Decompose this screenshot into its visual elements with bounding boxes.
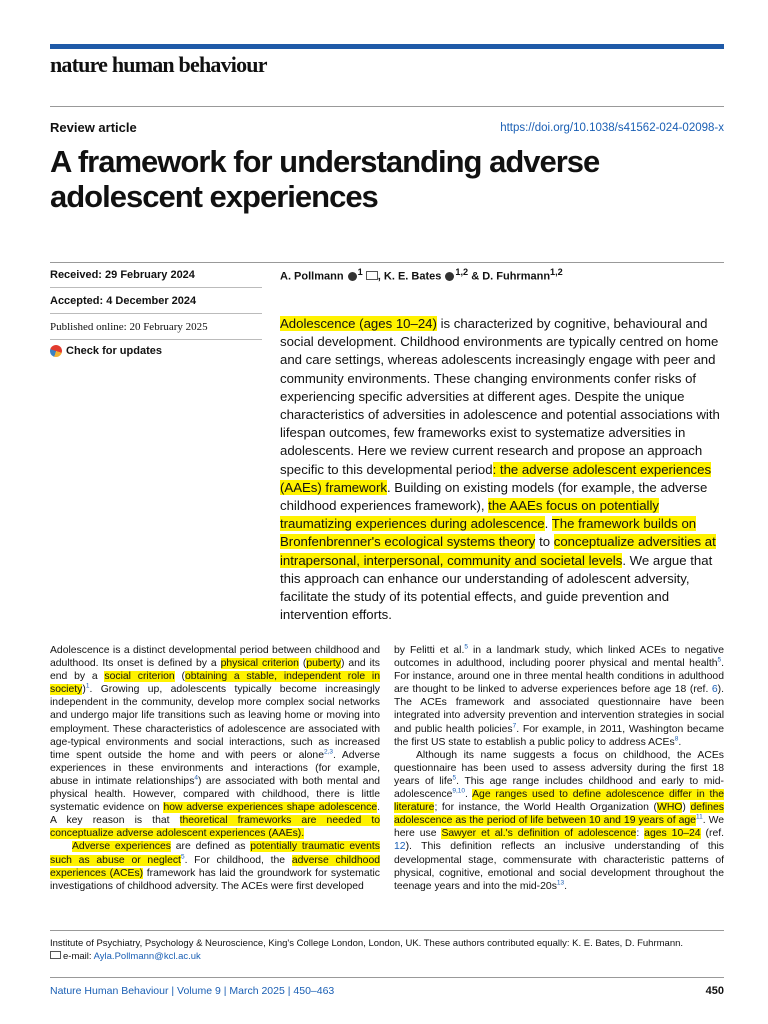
footer-rule — [50, 977, 724, 978]
page-number: 450 — [705, 985, 724, 997]
orcid-icon[interactable] — [445, 272, 454, 281]
abstract: Adolescence (ages 10–24) is characterized by cognitive, behavioural and social development. Childhood environments are typically centred on home and care settings, whereas adolescents increasingly engage with peer and community environments. These changing environments confer risks of experiencing specific adversities at different ages. Despite the unique characteristics of adversities in adolescence and potential associations with lifespan outcomes, few frameworks exist to systematize adversities in adolescents. Here we review current research and propose an approach specific to this developmental period: the adverse adolescent experiences (AAEs) framework. Building on existing models (for example, the adverse childhood experiences framework), the AAEs focus on potentially traumatizing experiences during adolescence. The framework builds on Bronfenbrenner's ecological systems theory to conceptualize adversities at intrapersonal, interpersonal, community and societal levels. We argue that this approach can enhance our understanding of adolescent adversity, facilitate the study of its potential effects, and guide prevention and intervention efforts. — [280, 316, 720, 623]
email-link[interactable]: Ayla.Pollmann@kcl.ac.uk — [93, 951, 201, 962]
affiliation-note: Institute of Psychiatry, Psychology & Neuroscience, King's College London, London, UK. These authors contributed equally: K. E. Bates, D. Fuhrmann. — [50, 938, 684, 949]
journal-color-bar — [50, 44, 724, 49]
author-list: A. Pollmann $^1$ , K. E. Bates $^{1,2}$ & D. Fuhrmann$^{1,2}$ — [280, 267, 563, 283]
body-column-right: by Felitti et al.$^5$ in a landmark study, which linked ACEs to negative outcomes in adulthood, including poorer physical and mental health$^5$. For instance, around one in three mental health conditions in adulthood are thought to be linked to adverse experiences before age 18 (ref. 6). The ACEs framework and associated questionnaire have been integrated into adversity prevention and intervention strategies in social and public health policies$^7$. For example, in 2011, Washington became the first US state to establish a public policy to address ACEs$^8$. Although its name suggests a focus on childhood, the ACEs questionnaire has been used to assess adversity during the first 18 years of life$^5$. This age range includes childhood and early to mid-adolescence$^{9,10}$. Age ranges used to define adolescence differ in the literature; for instance, the World Health Organization (WHO) defines adolescence as the period of life between 10 and 19 years of age$^{11}$. We here use Sawyer et al.'s definition of adolescence: ages 10–24 (ref. 12). This definition reflects an inclusive understanding of this developmental stage, commensurate with characteristic patterns of physical, cognitive, emotional and social development throughout the teenage years and into the mid-$20s^{13}$. — [394, 643, 725, 892]
author-fuhrmann[interactable]: & D. Fuhrmann — [468, 270, 551, 283]
mail-icon[interactable] — [366, 271, 378, 280]
footnote-rule — [50, 930, 724, 931]
doi-link[interactable]: https://doi.org/10.1038/s41562-024-02098-x — [500, 122, 724, 134]
meta-divider — [50, 313, 262, 314]
email-icon — [50, 951, 61, 959]
header-rule — [50, 106, 724, 107]
footnote — [50, 937, 724, 963]
article-title — [50, 144, 710, 214]
body-column-left: Adolescence is a distinct developmental period between childhood and adulthood. Its onset is defined by a physical criterion (puberty) and its end by a social criterion (obtaining a stable, independent role in society)$^1$. Growing up, adolescents typically become increasingly independent in the community, develop more complex social networks and undergo major life transitions such as leaving home or moving into employment. These characteristics of adolescence are associated with age-typical environments and social interactions, such as increased time spent outside the home and with peers or alone$^{2,3}$. Adverse experiences in these environments and interactions (for example, abuse in intimate relationships$^4$) are associated with both mental and physical health. However, compared with childhood, there is little systematic evidence on how adverse experiences shape adolescence. A key reason is that theoretical frameworks are needed to conceptualize adverse adolescent experiences (AAEs). Adverse experiences are defined as potentially traumatic events such as abuse or neglect$^5$. For childhood, the adverse childhood experiences (ACEs) framework has laid the groundwork for systematic investigations of childhood adversity. The ACEs were first developed — [50, 645, 381, 892]
received-date: Received: 29 February 2024 — [50, 269, 195, 281]
email-label: e-mail: — [63, 951, 94, 962]
footer-citation: Nature Human Behaviour | Volume 9 | March 2025 | 450–463 — [50, 985, 335, 997]
meta-divider — [50, 339, 262, 340]
journal-name: nature human behaviour — [50, 52, 267, 77]
meta-divider — [50, 287, 262, 288]
title-line-1: A framework for understanding adverse — [50, 144, 600, 179]
check-updates-label: Check for updates — [66, 345, 162, 357]
published-date: Published online: 20 February 2025 — [50, 321, 208, 333]
check-updates-icon — [50, 345, 62, 357]
author-bates[interactable]: , K. E. Bates — [377, 270, 442, 283]
article-type: Review article — [50, 120, 137, 135]
title-line-2: adolescent experiences — [50, 179, 378, 214]
orcid-icon[interactable] — [348, 272, 357, 281]
title-rule — [50, 262, 724, 263]
check-for-updates-button[interactable] — [50, 345, 162, 357]
accepted-date: Accepted: 4 December 2024 — [50, 295, 197, 307]
author-pollmann[interactable]: A. Pollmann — [280, 270, 344, 283]
